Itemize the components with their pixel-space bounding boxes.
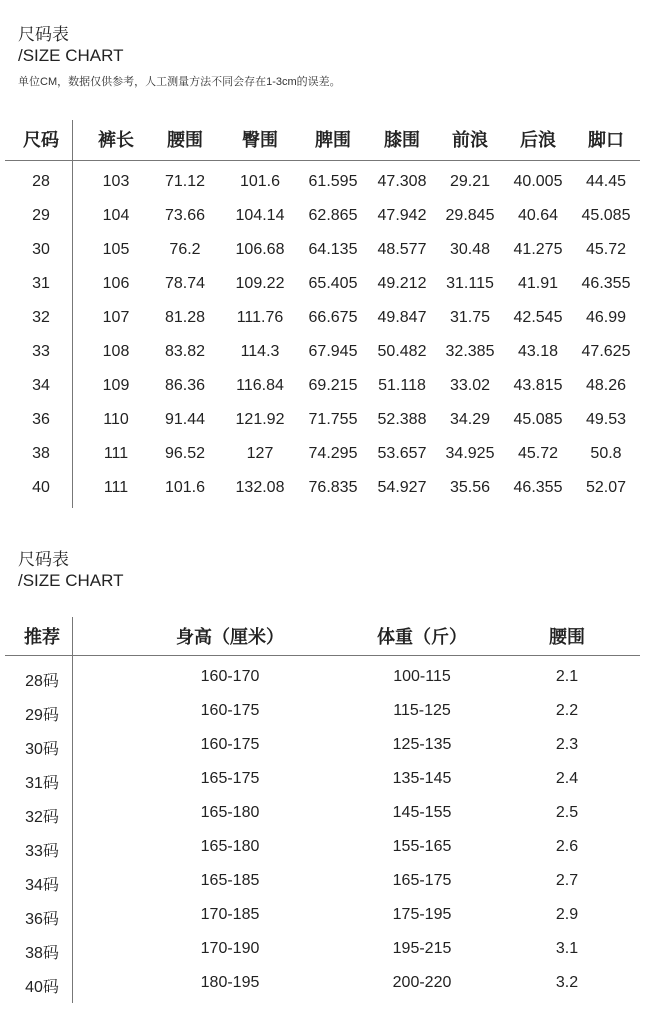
table-cell: 29码	[25, 707, 59, 724]
table-cell: 121.92	[235, 411, 285, 428]
table-cell: 34码	[25, 877, 59, 894]
table-cell: 34.925	[445, 445, 495, 462]
table-cell: 132.08	[235, 479, 285, 496]
table-cell: 49.847	[377, 309, 427, 326]
table-cell: 52.388	[377, 411, 427, 428]
table-cell: 3.1	[555, 940, 579, 957]
chart1-title-en: /SIZE CHART	[18, 46, 124, 65]
table-cell: 40.005	[513, 173, 563, 190]
table-cell: 47.308	[377, 173, 427, 190]
table-cell: 2.1	[555, 668, 579, 685]
chart1-title-cn: 尺码表	[18, 25, 69, 44]
table-cell: 160-175	[200, 736, 260, 753]
table-cell: 33.02	[449, 377, 491, 394]
table-cell: 31.75	[449, 309, 491, 326]
table-cell: 43.18	[517, 343, 559, 360]
table-cell: 45.085	[581, 207, 631, 224]
table-cell: 101.6	[164, 479, 206, 496]
table-cell: 50.482	[377, 343, 427, 360]
table-cell: 170-190	[200, 940, 260, 957]
table-cell: 104.14	[235, 207, 285, 224]
table-cell: 165-175	[200, 770, 260, 787]
table-cell: 78.74	[164, 275, 206, 292]
table-cell: 91.44	[164, 411, 206, 428]
table-cell: 34.29	[449, 411, 491, 428]
table-cell: 175-195	[392, 906, 452, 923]
table-cell: 110	[103, 411, 129, 428]
table-cell: 3.2	[555, 974, 579, 991]
table-cell: 2.6	[555, 838, 579, 855]
table-cell: 165-185	[200, 872, 260, 889]
table-cell: 33	[32, 343, 50, 360]
table-cell: 180-195	[200, 974, 260, 991]
table-cell: 71.755	[308, 411, 358, 428]
table-cell: 45.085	[513, 411, 563, 428]
column-header: 腰围	[167, 130, 203, 150]
table-cell: 103	[102, 173, 130, 190]
table-cell: 46.355	[581, 275, 631, 292]
table-cell: 29.21	[449, 173, 491, 190]
table-cell: 53.657	[377, 445, 427, 462]
table-cell: 49.53	[585, 411, 627, 428]
table-cell: 54.927	[377, 479, 427, 496]
table-cell: 2.5	[555, 804, 579, 821]
table-cell: 29.845	[445, 207, 495, 224]
table1-column-divider	[72, 120, 73, 508]
table1-header-divider	[5, 160, 640, 161]
table-cell: 31.115	[446, 275, 494, 292]
table-cell: 74.295	[308, 445, 358, 462]
table-cell: 69.215	[308, 377, 358, 394]
table-cell: 40码	[25, 979, 59, 996]
measurement-note: 单位CM，数据仅供参考，人工测量方法不同会存在1-3cm的误差。	[18, 76, 341, 88]
table-cell: 45.72	[517, 445, 559, 462]
table-cell: 36码	[25, 911, 59, 928]
column-header: 膝围	[384, 130, 420, 150]
table-cell: 109	[102, 377, 130, 394]
column-header: 尺码	[23, 130, 59, 150]
table-cell: 101.6	[239, 173, 281, 190]
table-cell: 36	[32, 411, 50, 428]
table-cell: 2.7	[555, 872, 579, 889]
column-header: 脚口	[588, 130, 624, 150]
table-cell: 67.945	[308, 343, 358, 360]
table-cell: 106	[102, 275, 130, 292]
table-cell: 62.865	[308, 207, 358, 224]
table-cell: 41.275	[513, 241, 563, 258]
table-cell: 125-135	[392, 736, 452, 753]
table-cell: 81.28	[164, 309, 206, 326]
table-cell: 38码	[25, 945, 59, 962]
table-cell: 127	[246, 445, 274, 462]
table-cell: 104	[102, 207, 130, 224]
table-cell: 51.118	[378, 377, 426, 394]
table-cell: 48.26	[585, 377, 627, 394]
table-cell: 40.64	[517, 207, 559, 224]
table-cell: 2.2	[555, 702, 579, 719]
table-cell: 47.942	[377, 207, 427, 224]
chart2-title-en: /SIZE CHART	[18, 571, 124, 590]
table-cell: 61.595	[308, 173, 358, 190]
table-cell: 30.48	[449, 241, 491, 258]
column-header: 体重（斤）	[377, 627, 467, 647]
table-cell: 34	[32, 377, 50, 394]
table-cell: 100-115	[393, 668, 451, 685]
table-cell: 32	[32, 309, 50, 326]
table-cell: 47.625	[581, 343, 631, 360]
table-cell: 49.212	[377, 275, 427, 292]
table-cell: 30	[32, 241, 50, 258]
column-header: 腰围	[549, 627, 585, 647]
column-header: 裤长	[98, 130, 134, 150]
table-cell: 165-180	[200, 838, 260, 855]
table-cell: 71.12	[164, 173, 206, 190]
table-cell: 115-125	[393, 702, 451, 719]
table-cell: 43.815	[513, 377, 563, 394]
table-cell: 31	[32, 275, 50, 292]
column-header: 后浪	[520, 130, 556, 150]
table-cell: 32码	[25, 809, 59, 826]
table-cell: 108	[102, 343, 130, 360]
table-cell: 65.405	[308, 275, 358, 292]
table-cell: 83.82	[164, 343, 206, 360]
table-cell: 46.99	[585, 309, 627, 326]
table-cell: 40	[32, 479, 50, 496]
column-header: 脾围	[315, 130, 351, 150]
table-cell: 111	[103, 479, 129, 496]
table-cell: 111.76	[236, 309, 284, 326]
table-cell: 116.84	[236, 377, 284, 394]
column-header: 身高（厘米）	[176, 627, 284, 647]
table-cell: 86.36	[164, 377, 206, 394]
column-header: 推荐	[24, 627, 60, 647]
table-cell: 109.22	[235, 275, 285, 292]
table-cell: 33码	[25, 843, 59, 860]
table-cell: 160-170	[200, 668, 260, 685]
table-cell: 29	[32, 207, 50, 224]
table-cell: 28码	[25, 673, 59, 690]
table-cell: 2.3	[555, 736, 579, 753]
table-cell: 2.9	[555, 906, 579, 923]
table-cell: 38	[32, 445, 50, 462]
table-cell: 32.385	[445, 343, 495, 360]
column-header: 臀围	[242, 130, 278, 150]
table-cell: 114.3	[240, 343, 280, 360]
table-cell: 45.72	[585, 241, 627, 258]
table-cell: 48.577	[377, 241, 427, 258]
table-cell: 44.45	[585, 173, 627, 190]
table-cell: 165-180	[200, 804, 260, 821]
table-cell: 28	[32, 173, 50, 190]
table-cell: 111	[103, 445, 129, 462]
table2-header-divider	[5, 655, 640, 656]
table-cell: 50.8	[590, 445, 622, 462]
table-cell: 165-175	[392, 872, 452, 889]
table-cell: 105	[102, 241, 130, 258]
table-cell: 96.52	[164, 445, 206, 462]
table-cell: 30码	[25, 741, 59, 758]
table-cell: 41.91	[517, 275, 559, 292]
table-cell: 52.07	[585, 479, 627, 496]
table-cell: 35.56	[449, 479, 491, 496]
table-cell: 160-175	[200, 702, 260, 719]
table-cell: 76.2	[169, 241, 201, 258]
table-cell: 73.66	[164, 207, 206, 224]
table-cell: 76.835	[308, 479, 358, 496]
table-cell: 64.135	[308, 241, 358, 258]
table-cell: 155-165	[392, 838, 452, 855]
table-cell: 145-155	[392, 804, 452, 821]
table-cell: 66.675	[308, 309, 358, 326]
chart2-title-cn: 尺码表	[18, 550, 69, 569]
table-cell: 2.4	[555, 770, 579, 787]
table-cell: 195-215	[392, 940, 452, 957]
table-cell: 107	[102, 309, 130, 326]
table2-column-divider	[72, 617, 73, 1003]
table-cell: 46.355	[513, 479, 563, 496]
table-cell: 170-185	[200, 906, 260, 923]
table-cell: 200-220	[392, 974, 452, 991]
table-cell: 135-145	[392, 770, 452, 787]
table-cell: 31码	[25, 775, 59, 792]
table-cell: 42.545	[513, 309, 563, 326]
table-cell: 106.68	[235, 241, 285, 258]
column-header: 前浪	[452, 130, 488, 150]
